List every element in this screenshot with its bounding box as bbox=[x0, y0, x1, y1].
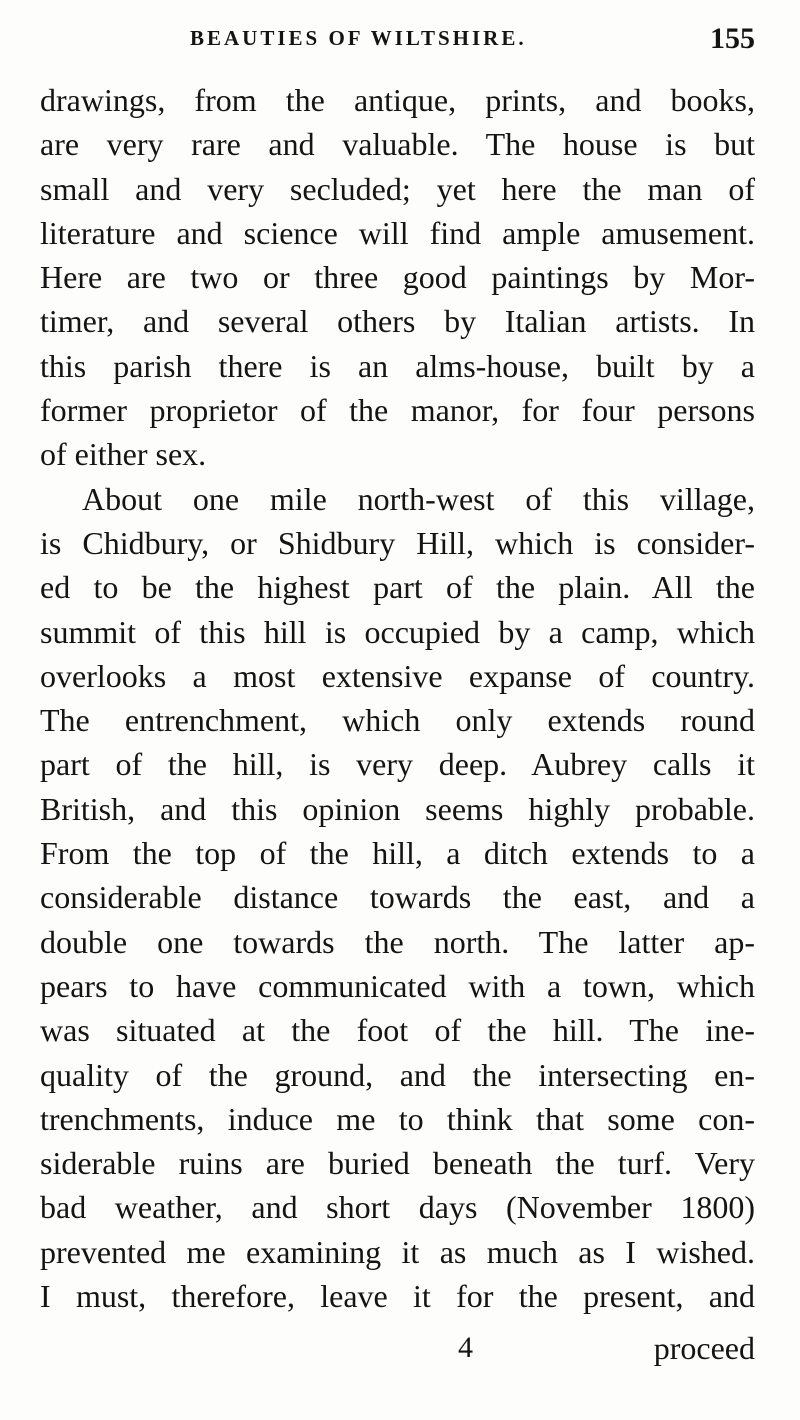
text-line: double one towards the north. The latter ap- bbox=[40, 923, 755, 960]
running-head bbox=[40, 22, 755, 62]
text-line: quality of the ground, and the intersecting en- bbox=[40, 1056, 755, 1093]
text-line: pears to have communicated with a town, which bbox=[40, 967, 755, 1004]
text-line: drawings, from the antique, prints, and books, bbox=[40, 82, 755, 118]
text-line: part of the hill, is very deep. Aubrey calls it bbox=[40, 746, 755, 783]
text-line: The entrenchment, which only extends round bbox=[40, 702, 755, 739]
signature-mark: 4 bbox=[458, 1331, 473, 1364]
text-line: literature and science will find ample amusement. bbox=[40, 214, 755, 251]
text-line: former proprietor of the manor, for four persons bbox=[40, 392, 755, 429]
text-line: prevented me examining it as much as I wished. bbox=[40, 1233, 755, 1270]
catchword: proceed bbox=[653, 1330, 755, 1366]
page-footer bbox=[40, 1326, 755, 1370]
paragraph-1 bbox=[40, 78, 755, 477]
text-line: small and very secluded; yet here the man of bbox=[40, 170, 755, 207]
text-line: are very rare and valuable. The house is but bbox=[40, 126, 755, 163]
paragraph-2 bbox=[40, 477, 755, 1319]
text-line: British, and this opinion seems highly probable. bbox=[40, 790, 755, 827]
text-line: timer, and several others by Italian artists. In bbox=[40, 303, 755, 340]
text-line: was situated at the foot of the hill. The ine- bbox=[40, 1012, 755, 1049]
text-line: Here are two or three good paintings by Mor- bbox=[40, 259, 755, 296]
text-line: bad weather, and short days (November 1800) bbox=[40, 1189, 755, 1226]
text-line: From the top of the hill, a ditch extends to a bbox=[40, 835, 755, 872]
running-title: BEAUTIES OF WILTSHIRE. bbox=[190, 26, 527, 50]
text-line: overlooks a most extensive expanse of country. bbox=[40, 657, 755, 694]
text-line: summit of this hill is occupied by a camp, which bbox=[40, 613, 755, 650]
text-line: siderable ruins are buried beneath the turf. Very bbox=[40, 1145, 755, 1182]
body-text bbox=[40, 78, 755, 1318]
text-line: is Chidbury, or Shidbury Hill, which is consider- bbox=[40, 524, 755, 561]
text-line: this parish there is an alms-house, built by a bbox=[40, 347, 755, 384]
text-line: considerable distance towards the east, and a bbox=[40, 879, 755, 916]
text-line: trenchments, induce me to think that some con- bbox=[40, 1100, 755, 1137]
text-line: I must, therefore, leave it for the present, and bbox=[40, 1278, 755, 1315]
text-line: ed to be the highest part of the plain. All the bbox=[40, 569, 755, 606]
text-line: of either sex. bbox=[40, 436, 207, 473]
text-line: About one mile north-west of this village, bbox=[82, 480, 755, 517]
page-number: 155 bbox=[710, 22, 755, 55]
